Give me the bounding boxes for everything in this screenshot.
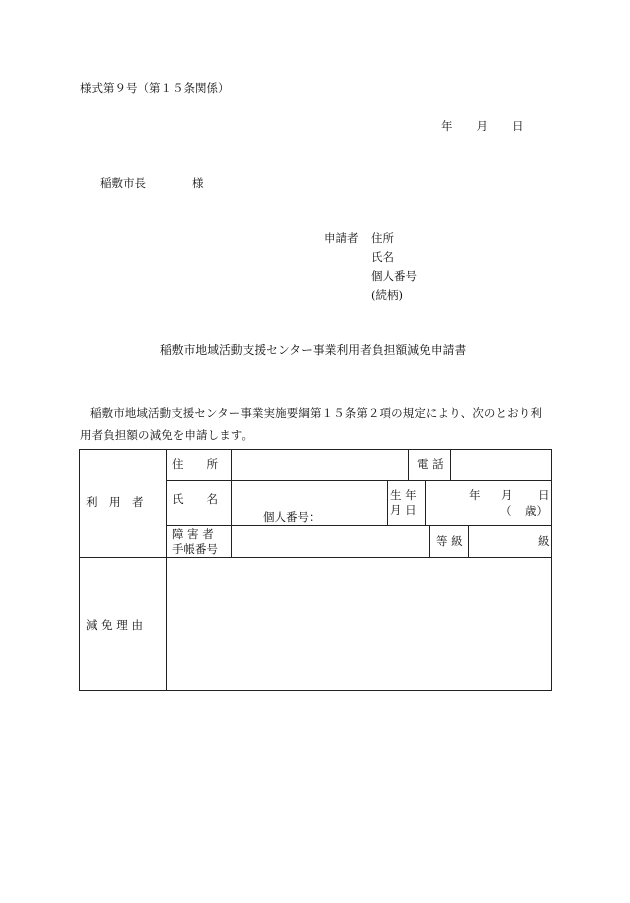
personal-number-label: 個人番号： [263, 510, 321, 524]
birth-label-line2: 月 日 [390, 503, 417, 517]
user-label: 利 用 者 [86, 495, 144, 509]
date-day-label: 日 [512, 119, 524, 133]
addressee-honorific: 様 [192, 176, 204, 190]
age-open-paren: （ [500, 504, 512, 518]
applicant-label: 申請者 [324, 231, 359, 245]
reason-label: 減 免 理 由 [86, 618, 143, 632]
birth-year-label: 年 [469, 488, 481, 502]
user-name-label: 氏 名 [172, 492, 218, 506]
grade-label: 等 級 [436, 534, 463, 548]
age-close-label: 歳） [525, 504, 548, 518]
form-number: 様式第９号（第１５条関係） [80, 81, 230, 95]
phone-label: 電 話 [417, 457, 444, 471]
applicant-relation-label: (続柄) [371, 288, 403, 302]
date-line [441, 121, 524, 133]
birth-day-label: 日 [538, 488, 550, 502]
application-table [79, 449, 552, 691]
date-year-label: 年 [441, 119, 453, 133]
birth-month-label: 月 [501, 488, 513, 502]
user-address-label: 住 所 [172, 457, 218, 471]
date-month-label: 月 [476, 119, 488, 133]
disability-label-line2: 手帳番号 [172, 542, 218, 556]
applicant-name-label: 氏名 [371, 250, 394, 264]
addressee [100, 178, 204, 190]
applicant-number-label: 個人番号 [371, 269, 417, 283]
grade-unit: 級 [538, 534, 550, 548]
disability-label-line1: 障 害 者 [172, 527, 214, 541]
body-text: 稲敷市地域活動支援センター事業実施要綱第１５条第２項の規定により、次のとおり利用者負担額の減免を申請します。 [80, 406, 542, 442]
birth-label-line1: 生 年 [390, 488, 417, 502]
document-title: 稲敷市地域活動支援センター事業利用者負担額減免申請書 [160, 343, 467, 357]
applicant-address-label: 住所 [371, 231, 394, 245]
addressee-name: 稲敷市長 [100, 176, 146, 190]
